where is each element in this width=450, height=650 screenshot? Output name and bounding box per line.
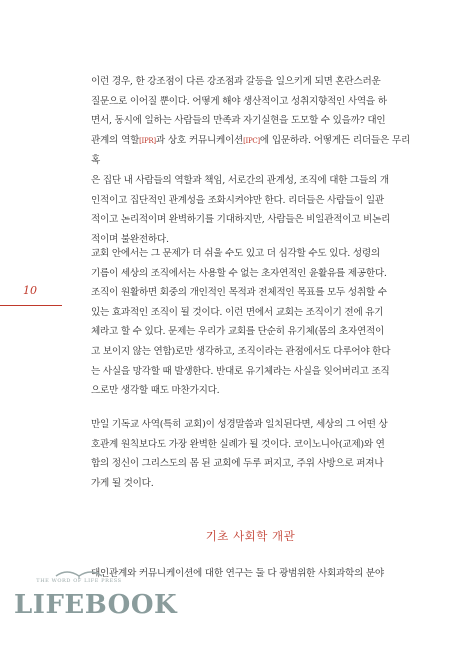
text-line: 조직이 원활하면 회중의 개인적인 목적과 전체적인 목표를 모두 성취할 수 [91, 287, 387, 299]
paragraph-organization-tension [91, 72, 410, 249]
logo-wordmark: LIFEBOOK [14, 590, 178, 620]
text-line: 적이고 논리적이며 완벽하기를 기대하지만, 사람들은 비일관적이고 비논리 [91, 214, 391, 226]
text-line: 적이며 불완전하다. [91, 233, 169, 245]
text-line: 가게 될 것이다. [91, 477, 154, 489]
text-line: 이런 경우, 한 강조점이 다른 강조점과 갈등을 일으키게 되면 혼란스러운 [91, 76, 381, 87]
page-number-rule [0, 305, 62, 306]
logo-tagline: THE WORD OF LIFE PRESS [36, 578, 122, 584]
text-line: 관계의 역할 [91, 134, 140, 146]
text-line: 에 입문하라. 어떻게든 리더들은 무리 혹 [91, 134, 411, 167]
paragraph-koinonia [91, 415, 410, 493]
ipc-reference: [IPC] [243, 136, 260, 145]
page-number: 10 [23, 284, 37, 297]
ipr-reference: [IPR] [139, 136, 156, 145]
text-line: 호관계 원칙보다도 가장 완벽한 실례가 될 것이다. 코이노니아(교제)와 연 [91, 438, 385, 450]
text-line: 체라고 할 수 있다. 문제는 우리가 교회를 단순히 유기체(몸의 초자연적이 [91, 326, 384, 338]
paragraph-church-organism [91, 244, 410, 401]
section-heading: 기초 사회학 개관 [205, 529, 296, 543]
publisher-logo [14, 578, 178, 640]
text-line: 기름이 세상의 조직에서는 사용할 수 없는 초자연적인 윤활유를 제공한다. [91, 267, 387, 279]
text-line: 은 집단 내 사람들의 역할과 책임, 서로간의 관계성, 조직에 대한 그들의 개 [91, 174, 389, 186]
text-line: 합의 정신이 그리스도의 몸 된 교회에 두루 퍼지고, 주위 사방으로 퍼져나 [91, 458, 384, 470]
text-line: 고 보이지 않는 연합)로만 생각하고, 조직이라는 관점에서도 다루어야 한다 [91, 345, 391, 357]
text-line: 인적이고 집단적인 관계성을 조화시켜야만 한다. 리더들은 사람들이 일관 [91, 194, 384, 206]
text-line: 는 사실을 망각할 때 발생한다. 반대로 유기체라는 사실을 잊어버리고 조직 [91, 365, 390, 377]
text-line: 으로만 생각할 때도 마찬가지다. [91, 385, 220, 397]
text-line: 만일 기독교 사역(특히 교회)이 성경말씀과 일치된다면, 세상의 그 어떤 상 [91, 419, 388, 430]
text-line: 교회 안에서는 그 문제가 더 쉬울 수도 있고 더 심각할 수도 있다. 성령의 [91, 248, 380, 259]
text-line: 대인관계와 커뮤니케이션에 대한 연구는 둘 다 광범위한 사회과학의 분야 [91, 568, 384, 579]
text-line: 있는 효과적인 조직이 될 것이다. 이런 면에서 교회는 조직이기 전에 유기 [91, 306, 384, 318]
text-line: 과 상호 커뮤니케이션 [155, 134, 244, 146]
text-line: 면서, 동시에 일하는 사람들의 만족과 자기실현을 도모할 수 있을까? 대인 [91, 115, 386, 127]
text-line: 질문으로 이어질 뿐이다. 어떻게 해야 생산적이고 성취지향적인 사역을 하 [91, 95, 387, 107]
